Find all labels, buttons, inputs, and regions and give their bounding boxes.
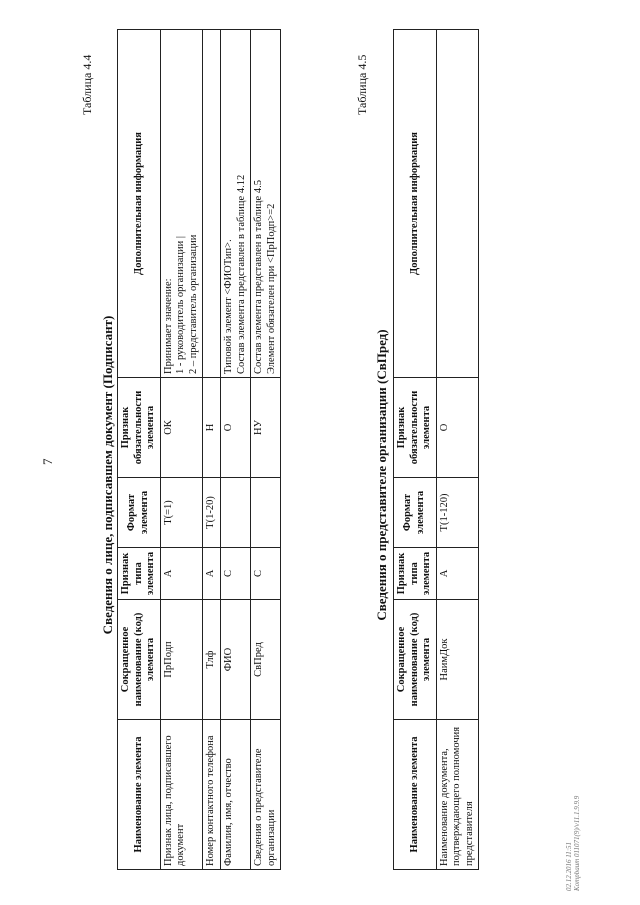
col-header: Сокращенное наименование (код) элемента: [394, 600, 437, 720]
col-header: Сокращенное наименование (код) элемента: [118, 600, 161, 720]
info-line: Элемент обязателен при <ПрПодп>=2: [265, 203, 277, 374]
registration-stamp: [565, 796, 581, 891]
col-header: Признак типа элемента: [394, 548, 437, 600]
info-line: Состав элемента представлен в таблице 4.5: [253, 180, 264, 374]
col-header: Признак обязательности элемента: [394, 378, 437, 478]
stamp-line: Kompbaum 011071(9)/v11.1.9.9.9: [573, 795, 581, 891]
cell-info: [221, 30, 251, 378]
cell-name: Признак лица, подписавшего документ: [160, 720, 203, 870]
table-caption: Сведения о представителе организации (СвПред): [374, 329, 389, 621]
info-line: Состав элемента представлен в таблице 4.12: [235, 174, 247, 374]
cell-type: А: [203, 548, 221, 600]
cell-code: НаимДок: [436, 600, 479, 720]
cell-format: T(1-20): [203, 478, 221, 548]
stamp-line: 02.12.2016 11:51: [565, 841, 573, 891]
cell-req: О: [221, 378, 251, 478]
cell-req: Н: [203, 378, 221, 478]
table-row: [221, 30, 251, 870]
cell-format: T(1-120): [436, 478, 479, 548]
col-header: Признак типа элемента: [118, 548, 161, 600]
table-row: [160, 30, 203, 870]
cell-name: Наименование документа, подтверждающего полномочия представителя: [436, 720, 479, 870]
table-row: [436, 30, 479, 870]
info-line: Типовой элемент <ФИОТип>.: [223, 239, 234, 374]
col-header: Формат элемента: [118, 478, 161, 548]
col-header: Признак обязательности элемента: [118, 378, 161, 478]
cell-format: [251, 478, 281, 548]
cell-type: А: [436, 548, 479, 600]
col-header: Формат элемента: [394, 478, 437, 548]
representative-table: [393, 29, 479, 870]
cell-format: T(=1): [160, 478, 203, 548]
table-header-row: [118, 30, 161, 870]
info-line: Принимает значение:: [162, 278, 174, 374]
cell-name: Фамилия, имя, отчество: [221, 720, 251, 870]
cell-info: [160, 30, 203, 378]
info-line: 2 – представитель организации: [187, 234, 199, 374]
cell-type: С: [251, 548, 281, 600]
cell-type: С: [221, 548, 251, 600]
cell-info: [203, 30, 221, 378]
cell-type: А: [160, 548, 203, 600]
cell-info: [251, 30, 281, 378]
table-row: [203, 30, 221, 870]
info-line: 1 - руководитель организации |: [175, 236, 186, 374]
cell-req: ОК: [160, 378, 203, 478]
cell-req: НУ: [251, 378, 281, 478]
cell-req: О: [436, 378, 479, 478]
page-number: 7: [40, 458, 55, 465]
cell-code: ФИО: [221, 600, 251, 720]
cell-code: ПрПодп: [160, 600, 203, 720]
col-header: Дополнительная информация: [118, 30, 161, 378]
cell-name: Номер контактного телефона: [203, 720, 221, 870]
cell-info: [436, 30, 479, 378]
table-row: [251, 30, 281, 870]
cell-code: СвПред: [251, 600, 281, 720]
col-header: Наименование элемента: [394, 720, 437, 870]
table-header-row: [394, 30, 437, 870]
table-label: Таблица 4.4: [80, 54, 94, 115]
signer-table: [117, 29, 281, 870]
col-header: Наименование элемента: [118, 720, 161, 870]
cell-code: Тлф: [203, 600, 221, 720]
cell-name: Сведения о представителе организации: [251, 720, 281, 870]
table-label: Таблица 4.5: [355, 54, 369, 115]
col-header: Дополнительная информация: [394, 30, 437, 378]
cell-format: [221, 478, 251, 548]
table-caption: Сведения о лице, подписавшем документ (Подписант): [100, 315, 115, 635]
